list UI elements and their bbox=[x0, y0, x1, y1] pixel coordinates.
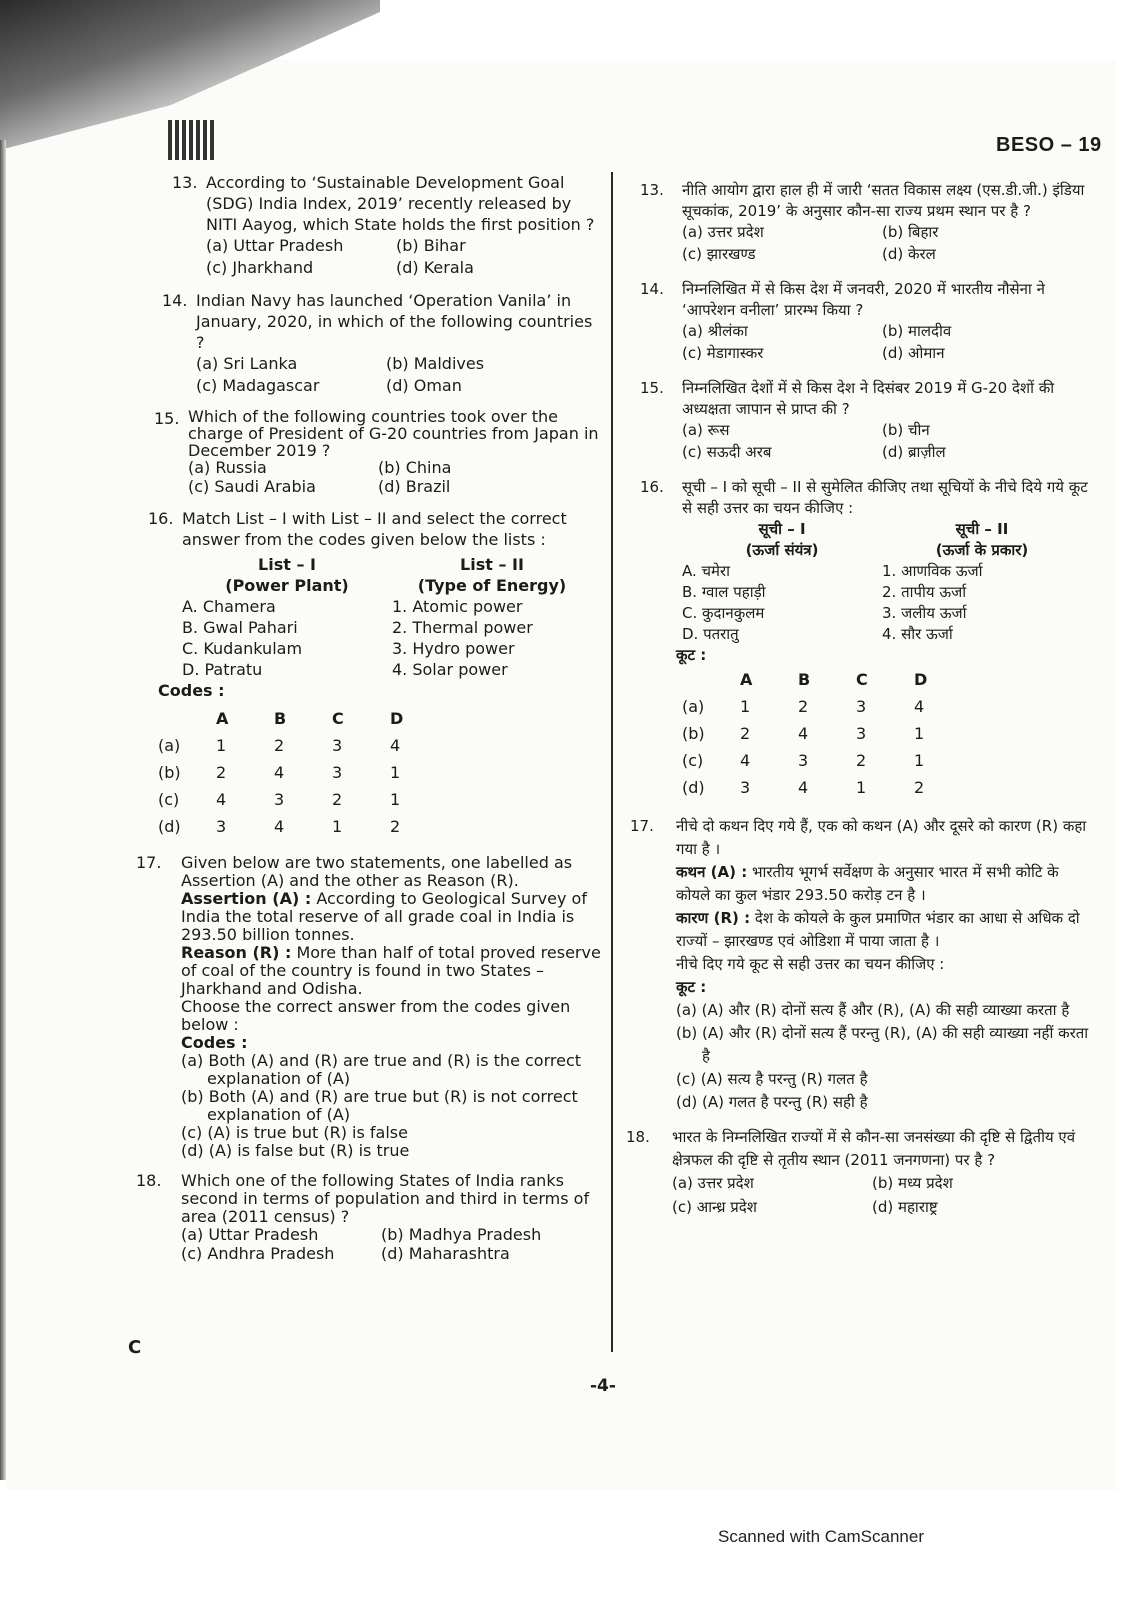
question-number: 13. bbox=[640, 181, 664, 199]
codes-cell: 3 bbox=[274, 790, 285, 809]
option-b[interactable]: (b) Madhya Pradesh bbox=[381, 1225, 542, 1244]
list-2-item: 1. आणविक ऊर्जा bbox=[882, 562, 983, 580]
question-text: सूची – I को सूची – II से सुमेलित कीजिए तथा सूचियों के नीचे दिये गये कूट से सही उत्तर का चयन कीजिए : bbox=[682, 478, 1088, 517]
codes-cell: 1 bbox=[332, 817, 343, 836]
option-c[interactable]: (c) Madagascar bbox=[196, 376, 320, 395]
option-a[interactable]: (a) Russia bbox=[188, 458, 267, 477]
paper-code: BESO – 19 bbox=[996, 134, 1102, 156]
codes-head bbox=[682, 666, 740, 693]
codes-cell: 4 bbox=[274, 817, 285, 836]
codes-label: Codes : bbox=[158, 681, 225, 700]
question-number: 17. bbox=[630, 817, 654, 835]
codes-cell: 3 bbox=[856, 697, 867, 716]
codes-cell: 1 bbox=[216, 736, 227, 755]
page-edge bbox=[0, 140, 6, 1480]
question-18-en bbox=[136, 1172, 604, 1263]
codes-head bbox=[158, 705, 216, 732]
codes-cell: 2 bbox=[332, 790, 343, 809]
option-a[interactable]: (a) श्रीलंका bbox=[682, 322, 748, 340]
list-2-item: 2. तापीय ऊर्जा bbox=[882, 583, 967, 601]
option-c[interactable]: (c) Andhra Pradesh bbox=[181, 1244, 335, 1263]
option-c[interactable]: (c) सऊदी अरब bbox=[682, 443, 772, 461]
codes-cell: (a) bbox=[682, 697, 705, 716]
question-16-en bbox=[148, 508, 604, 840]
option-d[interactable]: (d) Kerala bbox=[396, 258, 474, 277]
question-number: 17. bbox=[136, 853, 162, 872]
question-text: Indian Navy has launched ‘Operation Vanila’ in January, 2020, in which of the following countries ? bbox=[196, 291, 593, 352]
codes-cell: 1 bbox=[914, 751, 925, 770]
option-a[interactable]: (a) उत्तर प्रदेश bbox=[672, 1174, 754, 1192]
option-b[interactable]: (b) Both (A) and (R) are true but (R) is not correct explanation of (A) bbox=[181, 1087, 578, 1124]
codes-cell: (b) bbox=[682, 724, 705, 743]
option-d[interactable]: (d) ब्राज़ील bbox=[882, 443, 946, 461]
codes-head: D bbox=[914, 670, 928, 689]
option-b[interactable]: (b) China bbox=[378, 458, 452, 477]
scanner-watermark: Scanned with CamScanner bbox=[718, 1527, 925, 1546]
question-16-hi bbox=[640, 477, 1090, 801]
codes-table bbox=[158, 705, 448, 840]
question-14-hi bbox=[640, 279, 1090, 364]
question-number: 14. bbox=[640, 280, 664, 298]
question-text: According to ‘Sustainable Development Goal (SDG) India Index, 2019’ recently released by NITI Aayog, which State holds the first position ? bbox=[206, 173, 595, 234]
option-b[interactable]: (b) मध्य प्रदेश bbox=[872, 1174, 953, 1192]
codes-cell: 3 bbox=[856, 724, 867, 743]
list-1-item: A. चमेरा bbox=[682, 562, 731, 580]
question-number: 13. bbox=[172, 173, 198, 192]
question-number: 14. bbox=[162, 291, 188, 310]
codes-cell: 2 bbox=[914, 778, 925, 797]
codes-row-b[interactable] bbox=[158, 759, 448, 786]
hindi-column bbox=[626, 180, 1090, 1219]
codes-cell: 3 bbox=[216, 817, 227, 836]
english-column bbox=[136, 172, 604, 1263]
option-b[interactable]: (b) (A) और (R) दोनों सत्य हैं परन्तु (R), (A) की सही व्याख्या नहीं करता है bbox=[676, 1024, 1089, 1065]
codes-cell: 3 bbox=[332, 763, 343, 782]
list-1-item: C. Kudankulam bbox=[182, 639, 303, 658]
codes-head: A bbox=[740, 670, 753, 689]
reason-text: देश के कोयले के कुल प्रमाणित भंडार का आधा से अधिक दो राज्यों – झारखण्ड एवं ओडिशा में पाया जाता है । bbox=[676, 909, 1080, 950]
option-b[interactable]: (b) बिहार bbox=[882, 223, 939, 241]
option-d[interactable]: (d) ओमान bbox=[882, 344, 945, 362]
list-2-item: 4. Solar power bbox=[392, 660, 508, 679]
option-c[interactable]: (c) Saudi Arabia bbox=[188, 477, 316, 496]
option-c[interactable]: (c) Jharkhand bbox=[206, 258, 314, 277]
codes-row-b[interactable] bbox=[682, 720, 972, 747]
option-c[interactable]: (c) झारखण्ड bbox=[682, 245, 756, 263]
question-13-en bbox=[172, 172, 604, 278]
question-text: भारत के निम्नलिखित राज्यों में से कौन-सा जनसंख्या की दृष्टि से द्वितीय एवं क्षेत्रफल की दृष्टि से तृतीय स्थान (2011 जनगणना) पर है ? bbox=[672, 1128, 1076, 1169]
option-b[interactable]: (b) चीन bbox=[882, 421, 930, 439]
codes-cell: (a) bbox=[158, 736, 181, 755]
codes-head: D bbox=[390, 709, 404, 728]
list-1-title: List – I bbox=[258, 555, 316, 574]
list-2-title: List – II bbox=[460, 555, 524, 574]
list-2-title: सूची – II bbox=[955, 520, 1009, 538]
codes-cell: 4 bbox=[216, 790, 227, 809]
codes-label: कूट : bbox=[676, 978, 707, 996]
codes-row-d[interactable] bbox=[682, 774, 972, 801]
codes-head: A bbox=[216, 709, 229, 728]
series-letter: C bbox=[128, 1337, 142, 1358]
list-2-item: 3. जलीय ऊर्जा bbox=[882, 604, 967, 622]
list-1-title: सूची – I bbox=[758, 520, 806, 538]
codes-cell: 4 bbox=[798, 778, 809, 797]
column-divider bbox=[611, 172, 613, 1352]
list-1-item: D. पतरातु bbox=[682, 625, 739, 643]
option-a[interactable]: (a) Uttar Pradesh bbox=[206, 236, 344, 255]
option-d[interactable]: (d) Maharashtra bbox=[381, 1244, 510, 1263]
codes-cell: 2 bbox=[216, 763, 227, 782]
option-d[interactable]: (d) (A) is false but (R) is true bbox=[181, 1141, 410, 1160]
option-b[interactable]: (b) मालदीव bbox=[882, 322, 952, 340]
codes-head: C bbox=[856, 670, 868, 689]
codes-cell: 4 bbox=[274, 763, 285, 782]
list-2-item: 3. Hydro power bbox=[392, 639, 515, 658]
question-15-hi bbox=[640, 378, 1090, 463]
codes-row-c[interactable] bbox=[682, 747, 972, 774]
option-d[interactable]: (d) Oman bbox=[386, 376, 462, 395]
question-text: Match List – I with List – II and select the correct answer from the codes given below the lists : bbox=[182, 509, 567, 549]
option-d[interactable]: (d) (A) गलत है परन्तु (R) सही है bbox=[676, 1093, 868, 1111]
assertion-intro: नीचे दो कथन दिए गये हैं, एक को कथन (A) और दूसरे को कारण (R) कहा गया है । bbox=[676, 817, 1087, 858]
codes-cell: 1 bbox=[390, 763, 401, 782]
codes-cell: 2 bbox=[798, 697, 809, 716]
question-number: 15. bbox=[640, 379, 664, 397]
option-d[interactable]: (d) केरल bbox=[882, 245, 936, 263]
list-1-item: A. Chamera bbox=[182, 597, 276, 616]
codes-cell: 2 bbox=[856, 751, 867, 770]
qr-code-icon bbox=[168, 120, 214, 160]
codes-cell: (d) bbox=[682, 778, 705, 797]
codes-cell: 2 bbox=[390, 817, 401, 836]
codes-cell: 2 bbox=[740, 724, 751, 743]
list-2-item: 2. Thermal power bbox=[392, 618, 533, 637]
list-2-item: 1. Atomic power bbox=[392, 597, 523, 616]
choose-instruction: नीचे दिए गये कूट से सही उत्तर का चयन कीजिए : bbox=[676, 955, 945, 973]
codes-cell: (c) bbox=[158, 790, 180, 809]
assertion-text: According to Geological Survey of India the total reserve of all grade coal in India is 293.50 billion tonnes. bbox=[181, 889, 587, 944]
question-18-hi bbox=[626, 1126, 1090, 1219]
codes-row-a[interactable] bbox=[158, 732, 448, 759]
codes-cell: 4 bbox=[740, 751, 751, 770]
option-a[interactable]: (a) Uttar Pradesh bbox=[181, 1225, 319, 1244]
assertion-text: भारतीय भूगर्भ सर्वेक्षण के अनुसार भारत में सभी कोटि के कोयले का कुल भंडार 293.50 करोड़ टन है । bbox=[676, 863, 1059, 904]
reason-label: कारण (R) : bbox=[676, 909, 751, 927]
codes-head: C bbox=[332, 709, 344, 728]
codes-row-a[interactable] bbox=[682, 693, 972, 720]
question-17-en bbox=[136, 854, 604, 1160]
codes-table bbox=[682, 666, 972, 801]
list-1-item: D. Patratu bbox=[182, 660, 263, 679]
question-number: 16. bbox=[148, 509, 174, 528]
question-number: 18. bbox=[136, 1171, 162, 1190]
question-number: 15. bbox=[154, 409, 180, 428]
codes-cell: 1 bbox=[740, 697, 751, 716]
question-number: 16. bbox=[640, 478, 664, 496]
assertion-label: कथन (A) : bbox=[676, 863, 748, 881]
codes-cell: 1 bbox=[856, 778, 867, 797]
codes-head: B bbox=[274, 709, 287, 728]
list-2-item: 4. सौर ऊर्जा bbox=[882, 625, 953, 643]
question-13-hi bbox=[640, 180, 1090, 265]
codes-cell: (d) bbox=[158, 817, 181, 836]
option-a[interactable]: (a) Both (A) and (R) are true and (R) is the correct explanation of (A) bbox=[181, 1051, 582, 1088]
option-b[interactable]: (b) Maldives bbox=[386, 354, 485, 373]
codes-cell: (b) bbox=[158, 763, 181, 782]
question-text: Which of the following countries took over the charge of President of G-20 countries from Japan in December 2019 ? bbox=[188, 407, 599, 460]
choose-instruction: Choose the correct answer from the codes given below : bbox=[181, 997, 571, 1034]
codes-cell: 1 bbox=[390, 790, 401, 809]
option-a[interactable]: (a) उत्तर प्रदेश bbox=[682, 223, 764, 241]
question-text: Which one of the following States of India ranks second in terms of population and third in terms of area (2011 census) ? bbox=[181, 1171, 590, 1226]
option-a[interactable]: (a) (A) और (R) दोनों सत्य हैं और (R), (A) की सही व्याख्या करता है bbox=[676, 1001, 1070, 1019]
assertion-intro: Given below are two statements, one labelled as Assertion (A) and the other as Reason (R). bbox=[181, 853, 573, 890]
reason-text: More than half of total proved reserve of coal of the country is found in two States – Jharkhand and Odisha. bbox=[181, 943, 601, 998]
page-number: -4- bbox=[590, 1376, 616, 1396]
list-1-subtitle: (Power Plant) bbox=[225, 576, 349, 595]
question-17-hi bbox=[630, 815, 1090, 1114]
assertion-label: Assertion (A) : bbox=[181, 889, 312, 908]
option-c[interactable]: (c) आन्ध्र प्रदेश bbox=[672, 1198, 757, 1216]
list-1-item: C. कुदानकुलम bbox=[682, 604, 765, 622]
codes-cell: 3 bbox=[740, 778, 751, 797]
option-c[interactable]: (c) मेडागास्कर bbox=[682, 344, 764, 362]
list-1-item: B. ग्वाल पहाड़ी bbox=[682, 583, 766, 601]
codes-cell: 4 bbox=[914, 697, 925, 716]
option-d[interactable]: (d) महाराष्ट्र bbox=[872, 1198, 938, 1216]
codes-cell: 2 bbox=[274, 736, 285, 755]
list-2-subtitle: (ऊर्जा के प्रकार) bbox=[935, 541, 1029, 559]
codes-cell: 3 bbox=[332, 736, 343, 755]
codes-row-d[interactable] bbox=[158, 813, 448, 840]
option-d[interactable]: (d) Brazil bbox=[378, 477, 451, 496]
question-text: नीति आयोग द्वारा हाल ही में जारी ‘सतत विकास लक्ष्य (एस.डी.जी.) इंडिया सूचकांक, 2019’ के अनुसार कौन-सा राज्य प्रथम स्थान पर है ? bbox=[682, 181, 1085, 220]
list-2-subtitle: (Type of Energy) bbox=[417, 576, 567, 595]
codes-row-c[interactable] bbox=[158, 786, 448, 813]
list-1-item: B. Gwal Pahari bbox=[182, 618, 298, 637]
option-a[interactable]: (a) Sri Lanka bbox=[196, 354, 298, 373]
option-b[interactable]: (b) Bihar bbox=[396, 236, 466, 255]
codes-cell: 4 bbox=[390, 736, 401, 755]
question-text: निम्नलिखित देशों में से किस देश ने दिसंबर 2019 में G-20 देशों की अध्यक्षता जापान से प्राप्त की ? bbox=[682, 379, 1055, 418]
question-text: निम्नलिखित में से किस देश में जनवरी, 2020 में भारतीय नौसेना ने ‘आपरेशन वनीला’ प्रारम्भ किया ? bbox=[682, 280, 1045, 319]
reason-label: Reason (R) : bbox=[181, 943, 292, 962]
codes-label: कूट : bbox=[676, 646, 707, 664]
list-1-subtitle: (ऊर्जा संयंत्र) bbox=[745, 541, 819, 559]
codes-cell: (c) bbox=[682, 751, 704, 770]
codes-cell: 1 bbox=[914, 724, 925, 743]
option-a[interactable]: (a) रूस bbox=[682, 421, 730, 439]
codes-cell: 4 bbox=[798, 724, 809, 743]
codes-head: B bbox=[798, 670, 811, 689]
option-c[interactable]: (c) (A) is true but (R) is false bbox=[181, 1123, 408, 1142]
question-14-en bbox=[162, 290, 604, 396]
option-c[interactable]: (c) (A) सत्य है परन्तु (R) गलत है bbox=[676, 1070, 868, 1088]
question-15-en bbox=[154, 408, 604, 496]
codes-label: Codes : bbox=[181, 1033, 248, 1052]
codes-cell: 3 bbox=[798, 751, 809, 770]
question-number: 18. bbox=[626, 1128, 650, 1146]
